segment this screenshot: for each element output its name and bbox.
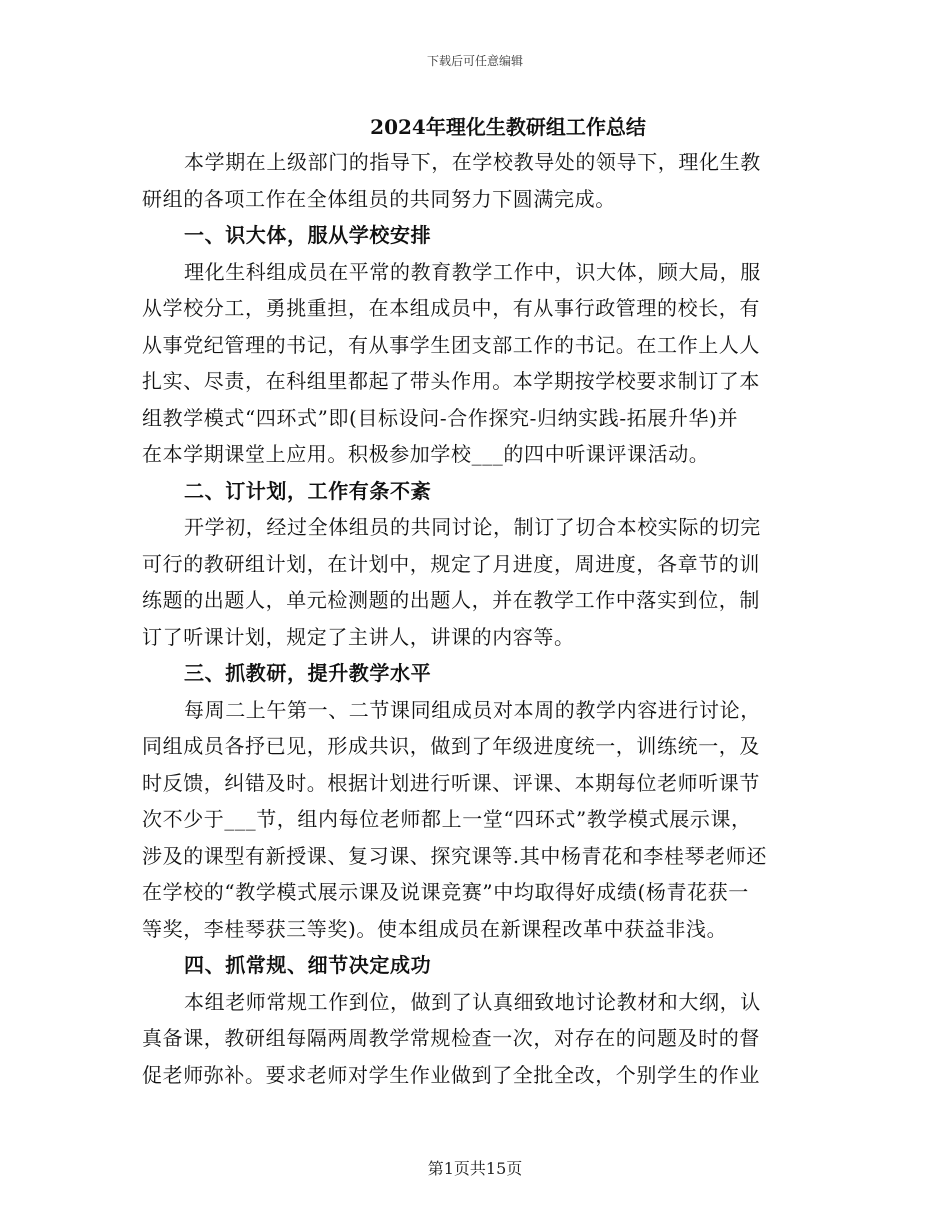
text-line: 可行的教研组计划，在计划中，规定了月进度，周进度，各章节的训 (142, 551, 760, 576)
text-line: 次不少于___节，组内每位老师都上一堂“四环式”教学模式展示课， (142, 807, 752, 831)
text-line: 本组老师常规工作到位，做到了认真细致地讨论教材和大纲，认 (184, 989, 761, 1014)
text-line: 在本学期课堂上应用。积极参加学校___的四中听课评课活动。 (142, 442, 710, 466)
document-body (142, 110, 804, 1093)
document-title: 2024年理化生教研组工作总结 (370, 115, 646, 139)
text-line: 订了听课计划，规定了主讲人，讲课的内容等。 (142, 624, 575, 649)
text-line: 练题的出题人，单元检测题的出题人，并在教学工作中落实到位，制 (142, 588, 760, 612)
text-line: 涉及的课型有新授课、复习课、探究课等.其中杨青花和李桂琴老师还 (142, 843, 767, 868)
text-line: 从事党纪管理的书记，有从事学生团支部工作的书记。在工作上人人 (142, 332, 760, 357)
text-line: 理化生科组成员在平常的教育教学工作中，识大体，顾大局，服 (184, 259, 761, 284)
text-line: 促老师弥补。要求老师对学生作业做到了全批全改，个别学生的作业 (142, 1062, 760, 1087)
paragraph-lines (142, 144, 804, 1093)
text-line: 真备课，教研组每隔两周教学常规检查一次，对存在的问题及时的督 (142, 1026, 760, 1050)
page-header: 下载后可任意编辑 (426, 54, 523, 68)
text-line: 每周二上午第一、二节课同组成员对本周的教学内容进行讨论， (184, 697, 761, 722)
text-line: 扎实、尽责，在科组里都起了带头作用。本学期按学校要求制订了本 (142, 369, 760, 393)
text-line: 研组的各项工作在全体组员的共同努力下圆满完成。 (142, 186, 616, 211)
text-line: 在学校的“教学模式展示课及说课竞赛”中均取得好成绩(杨青花获一 (142, 880, 749, 904)
text-line: 本学期在上级部门的指导下，在学校教导处的领导下，理化生教 (184, 150, 761, 174)
page-number: 第1页共15页 (427, 1159, 523, 1178)
text-line: 同组成员各抒已见，形成共识，做到了年级进度统一，训练统一，及 (142, 734, 760, 758)
section-heading: 二、订计划，工作有条不紊 (184, 478, 432, 503)
text-line: 组教学模式“四环式”即(目标设问-合作探究-归纳实践-拓展升华)并 (142, 405, 739, 430)
text-line: 开学初，经过全体组员的共同讨论，制订了切合本校实际的切完 (184, 515, 761, 539)
section-heading: 三、抓教研，提升教学水平 (184, 661, 432, 685)
section-heading: 四、抓常规、细节决定成功 (184, 953, 432, 977)
text-line: 从学校分工，勇挑重担，在本组成员中，有从事行政管理的校长，有 (142, 296, 760, 320)
section-heading: 一、识大体，服从学校安排 (184, 223, 432, 247)
text-line: 时反馈，纠错及时。根据计划进行听课、评课、本期每位老师听课节 (142, 770, 760, 795)
text-line: 等奖，李桂琴获三等奖)。使本组成员在新课程改革中获益非浅。 (142, 916, 728, 941)
